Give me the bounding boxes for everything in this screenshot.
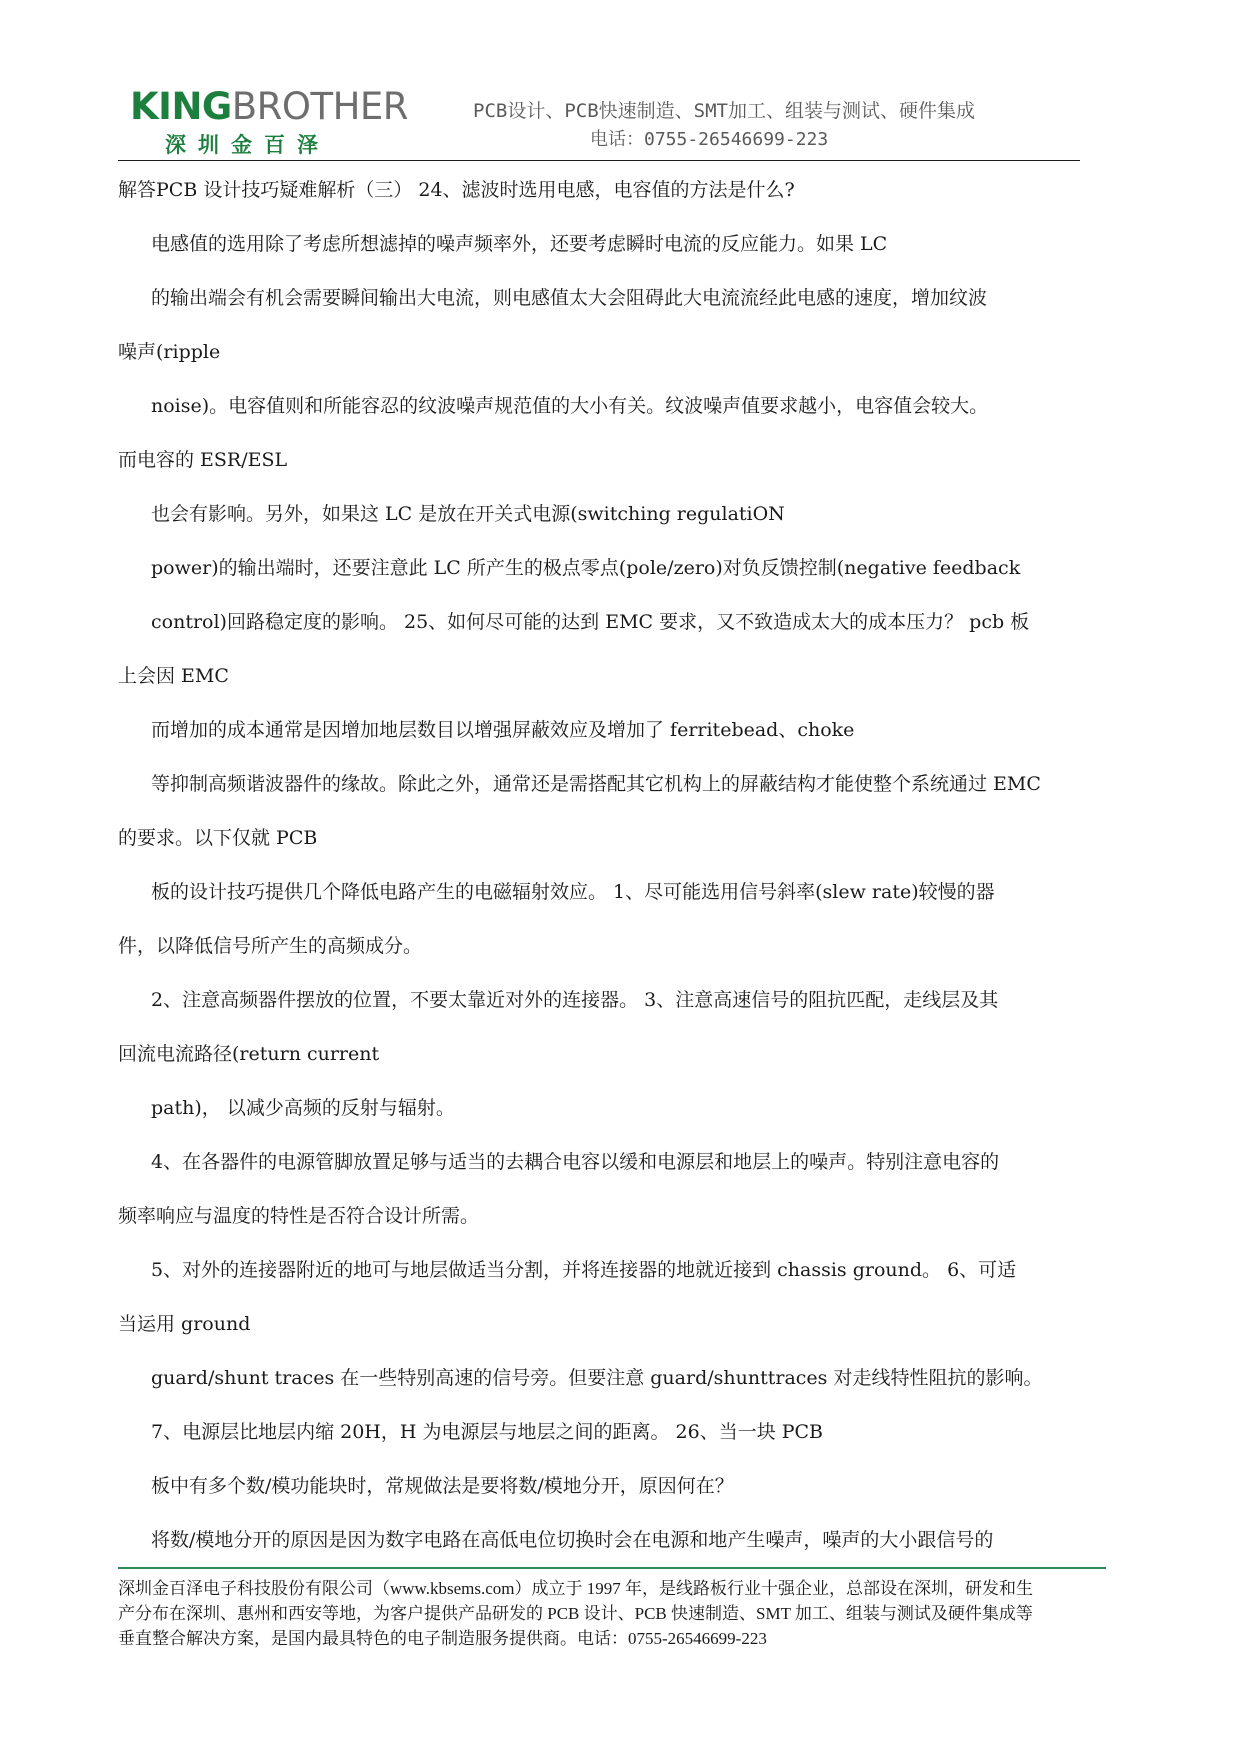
footer-line: 深圳金百泽电子科技股份有限公司（www.kbsems.com）成立于 1997 年，是线路板行业十强企业，总部设在深圳，研发和生 — [118, 1579, 1033, 1598]
body-line: path)， 以减少高频的反射与辐射。 — [151, 1097, 455, 1119]
body-line: 5、对外的连接器附近的地可与地层做适当分割，并将连接器的地就近接到 chassis ground。 6、可适 — [151, 1259, 1017, 1281]
body-line: power)的输出端时，还要注意此 LC 所产生的极点零点(pole/zero)对负反馈控制(negative feedback — [151, 557, 1021, 579]
body-line: 回流电流路径(return current — [118, 1043, 380, 1065]
body-line: 而电容的 ESR/ESL — [118, 449, 288, 471]
header-tagline: PCB设计、PCB快速制造、SMT加工、组装与测试、硬件集成 — [473, 100, 975, 122]
body-line: noise)。电容值则和所能容忍的纹波噪声规范值的大小有关。纹波噪声值要求越小，电容值会较大。 — [151, 395, 989, 417]
page-footer — [118, 1576, 1118, 1651]
body-line: 而增加的成本通常是因增加地层数目以增强屏蔽效应及增加了 ferritebead、choke — [151, 719, 855, 741]
document-body — [118, 163, 1118, 1567]
header-divider — [118, 160, 1080, 161]
body-line: 2、注意高频器件摆放的位置，不要太靠近对外的连接器。 3、注意高速信号的阻抗匹配，走线层及其 — [151, 989, 999, 1011]
footer-line: 垂直整合解决方案，是国内最具特色的电子制造服务提供商。电话：0755-26546699-223 — [118, 1629, 767, 1648]
logo-king-text: KING — [130, 85, 232, 128]
body-line: control)回路稳定度的影响。 25、如何尽可能的达到 EMC 要求，又不致造成太大的成本压力？ pcb 板 — [151, 611, 1030, 633]
body-line: 件，以降低信号所产生的高频成分。 — [118, 935, 423, 957]
body-line: 将数/模地分开的原因是因为数字电路在高低电位切换时会在电源和地产生噪声，噪声的大小跟信号的 — [151, 1529, 994, 1551]
body-line: 7、电源层比地层内缩 20H，H 为电源层与地层之间的距离。 26、当一块 PCB — [151, 1421, 824, 1443]
body-line: 等抑制高频谐波器件的缘故。除此之外，通常还是需搭配其它机构上的屏蔽结构才能使整个系统通过 EMC — [151, 773, 1041, 795]
body-line: 解答PCB 设计技巧疑难解析（三） 24、滤波时选用电感，电容值的方法是什么? — [118, 179, 795, 201]
body-line: 也会有影响。另外，如果这 LC 是放在开关式电源(switching regulatiON — [151, 503, 785, 525]
body-line: 频率响应与温度的特性是否符合设计所需。 — [118, 1205, 480, 1227]
logo-brother-text: BROTHER — [231, 85, 409, 128]
body-line: 电感值的选用除了考虑所想滤掉的噪声频率外，还要考虑瞬时电流的反应能力。如果 LC — [151, 233, 888, 255]
page-header — [118, 82, 1078, 160]
logo-chinese-name: 深圳金百泽 — [165, 133, 330, 157]
body-line: 4、在各器件的电源管脚放置足够与适当的去耦合电容以缓和电源层和地层上的噪声。特别注意电容的 — [151, 1151, 1000, 1173]
body-line: 板的设计技巧提供几个降低电路产生的电磁辐射效应。 1、尽可能选用信号斜率(slew rate)较慢的器 — [151, 881, 995, 903]
header-phone: 电话：0755-26546699-223 — [590, 129, 829, 150]
body-line: 板中有多个数/模功能块时，常规做法是要将数/模地分开，原因何在？ — [151, 1475, 734, 1497]
body-line: 当运用 ground — [118, 1313, 251, 1335]
footer-line: 产分布在深圳、惠州和西安等地，为客户提供产品研发的 PCB 设计、PCB 快速制造、SMT 加工、组装与测试及硬件集成等 — [118, 1604, 1033, 1623]
body-line: 的要求。以下仅就 PCB — [118, 827, 318, 849]
body-line: guard/shunt traces 在一些特别高速的信号旁。但要注意 guard/shunttraces 对走线特性阻抗的影响。 — [151, 1367, 1043, 1389]
body-line: 上会因 EMC — [118, 665, 229, 687]
body-line: 的输出端会有机会需要瞬间输出大电流，则电感值太大会阻碍此大电流流经此电感的速度，增加纹波 — [151, 287, 988, 309]
body-line: 噪声(ripple — [118, 341, 221, 363]
company-logo — [130, 85, 409, 128]
footer-divider — [118, 1567, 1106, 1569]
